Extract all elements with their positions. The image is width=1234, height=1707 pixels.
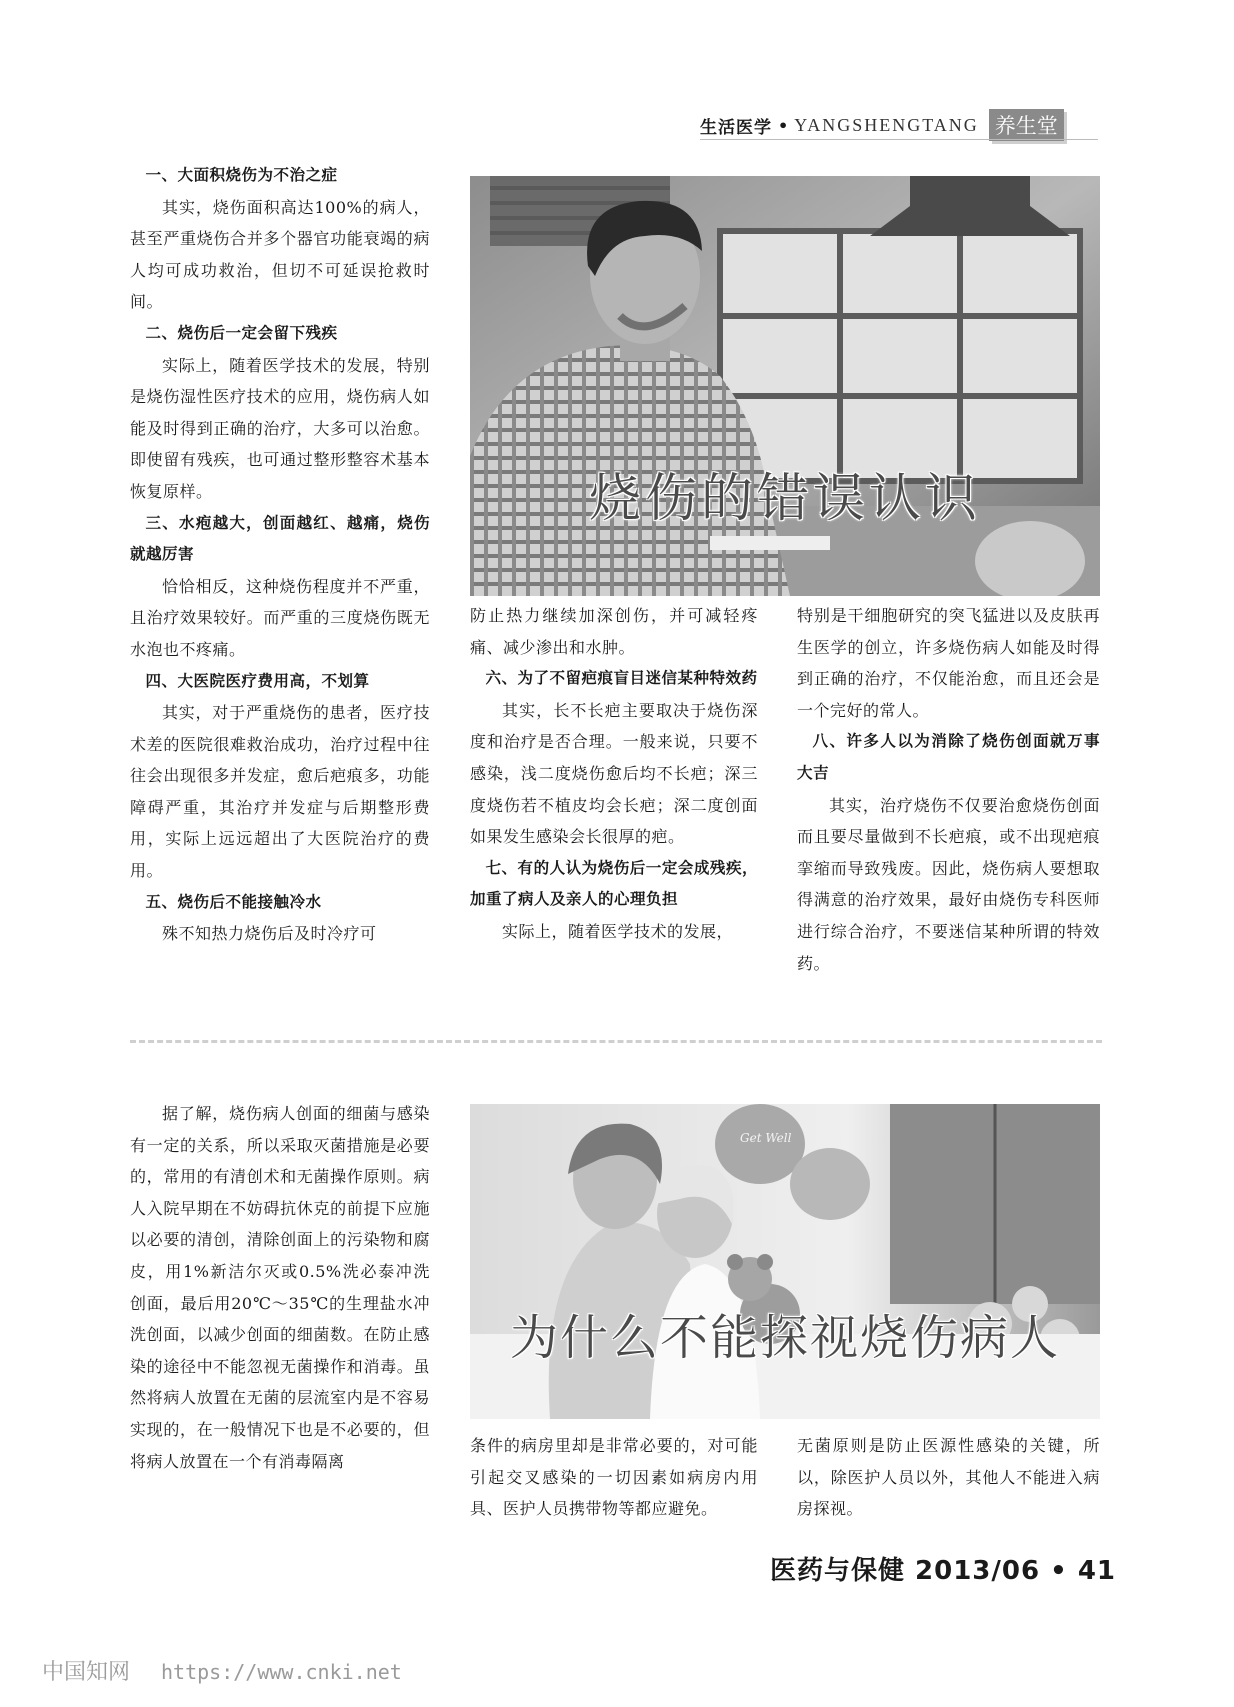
body-paragraph: 实际上，随着医学技术的发展， bbox=[502, 921, 734, 941]
mother-and-child-illustration bbox=[470, 1104, 1100, 1419]
article1-column-3 bbox=[797, 600, 1100, 979]
body-paragraph-continued: 防止热力继续加深创伤，并可减轻疼痛、减少渗出和水肿。 bbox=[470, 606, 758, 657]
header-separator: • bbox=[778, 115, 789, 135]
article2-column-2 bbox=[470, 1430, 758, 1525]
body-paragraph: 恰恰相反，这种烧伤程度并不严重，且治疗效果较好。而严重的三度烧伤既无水泡也不疼痛。 bbox=[130, 576, 430, 659]
man-in-kitchen-illustration bbox=[470, 176, 1100, 596]
section-pinyin: YANGSHENGTANG bbox=[794, 114, 979, 135]
body-paragraph: 殊不知热力烧伤后及时冷疗可 bbox=[162, 924, 377, 944]
article-divider bbox=[130, 1040, 1102, 1043]
footer-separator: • bbox=[1050, 1556, 1068, 1586]
watermark-url: https://www.cnki.net bbox=[161, 1660, 402, 1684]
section-label: 生活医学 bbox=[700, 117, 772, 138]
header-rule bbox=[700, 139, 1098, 140]
article2-column-1 bbox=[130, 1098, 430, 1477]
running-header bbox=[700, 110, 1064, 140]
article1-title: 烧伤的错误认识 bbox=[588, 469, 981, 529]
article2-title: 为什么不能探视烧伤病人 bbox=[509, 1310, 1060, 1366]
body-paragraph: 其实，治疗烧伤不仅要治愈烧伤创面而且要尽量做到不长疤痕，或不出现疤痕挛缩而导致残废。因此，烧伤病人要想取得满意的治疗效果，最好由烧伤专科医师进行综合治疗，不要迷信某种所谓的特效药。 bbox=[797, 795, 1100, 973]
article2-paragraph-2: 条件的病房里却是非常必要的，对可能引起交叉感染的一切因素如病房内用具、医护人员携带物等都应避免。 bbox=[470, 1436, 758, 1519]
article1-column-2 bbox=[470, 600, 758, 948]
article1-column-1 bbox=[130, 160, 430, 950]
section-heading: 一、大面积烧伤为不治之症 bbox=[145, 166, 338, 184]
body-paragraph-continued: 特别是干细胞研究的突飞猛进以及皮肤再生医学的创立，许多烧伤病人如能及时得到正确的治疗，不仅能治愈，而且还会是一个完好的常人。 bbox=[797, 606, 1100, 720]
section-heading: 二、烧伤后一定会留下残疾 bbox=[145, 323, 338, 342]
page-footer bbox=[770, 1550, 1116, 1587]
watermark-site: 中国知网 bbox=[42, 1660, 131, 1685]
section-heading: 三、水疱越大，创面越红、越痛，烧伤就越厉害 bbox=[130, 513, 430, 564]
section-heading: 八、许多人以为消除了烧伤创面就万事大吉 bbox=[797, 732, 1100, 782]
journal-name: 医药与保健 bbox=[769, 1556, 905, 1586]
section-heading: 七、有的人认为烧伤后一定会成残疾，加重了病人及亲人的心理负担 bbox=[470, 858, 758, 909]
article2-column-3 bbox=[797, 1430, 1100, 1525]
body-paragraph: 其实，烧伤面积高达100%的病人，甚至严重烧伤合并多个器官功能衰竭的病人均可成功救治，但切不可延误抢救时间。 bbox=[130, 197, 430, 312]
cnki-watermark bbox=[42, 1655, 402, 1686]
balloon-text-1: Get Well bbox=[740, 1131, 792, 1145]
body-paragraph: 其实，对于严重烧伤的患者，医疗技术差的医院很难救治成功，治疗过程中往往会出现很多并发症，愈后疤痕多，功能障碍严重，其治疗并发症与后期整形费用，实际上远远超出了大医院治疗的费用。 bbox=[130, 703, 430, 881]
article2-photo bbox=[470, 1104, 1100, 1419]
section-heading: 六、为了不留疤痕盲目迷信某种特效药 bbox=[485, 669, 758, 688]
article1-photo bbox=[470, 176, 1100, 596]
issue-number: 2013/06 bbox=[915, 1556, 1041, 1586]
page-number: 41 bbox=[1077, 1556, 1116, 1586]
body-paragraph: 实际上，随着医学技术的发展，特别是烧伤湿性医疗技术的应用，烧伤病人如能及时得到正确的治疗，大多可以治愈。即使留有残疾，也可通过整形整容术基本恢复原样。 bbox=[130, 355, 430, 501]
article2-paragraph-3: 无菌原则是防止医源性感染的关键，所以，除医护人员以外，其他人不能进入病房探视。 bbox=[797, 1436, 1100, 1519]
section-tag: 养生堂 bbox=[989, 109, 1064, 141]
section-heading: 四、大医院医疗费用高，不划算 bbox=[145, 671, 370, 690]
section-heading: 五、烧伤后不能接触冷水 bbox=[145, 892, 322, 911]
article2-paragraph-1: 据了解，烧伤病人创面的细菌与感染有一定的关系，所以采取灭菌措施是必要的，常用的有清创术和无菌操作原则。病人入院早期在不妨碍抗休克的前提下应施以必要的清创，清除创面上的污染物和腐皮，用1%新洁尔灭或0.5%洗必泰冲洗创面，最后用20℃～35℃的生理盐水冲洗创面，以减少创面的细菌数。在防止感染的途径中不能忽视无菌操作和消毒。虽然将病人放置在无菌的层流室内是不容易实现的，在一般情况下也是不必要的，但将病人放置在一个有消毒隔离 bbox=[130, 1104, 430, 1471]
body-paragraph: 其实，长不长疤主要取决于烧伤深度和治疗是否合理。一般来说，只要不感染，浅二度烧伤愈后均不长疤；深三度烧伤若不植皮均会长疤；深二度创面如果发生感染会长很厚的疤。 bbox=[470, 700, 758, 847]
